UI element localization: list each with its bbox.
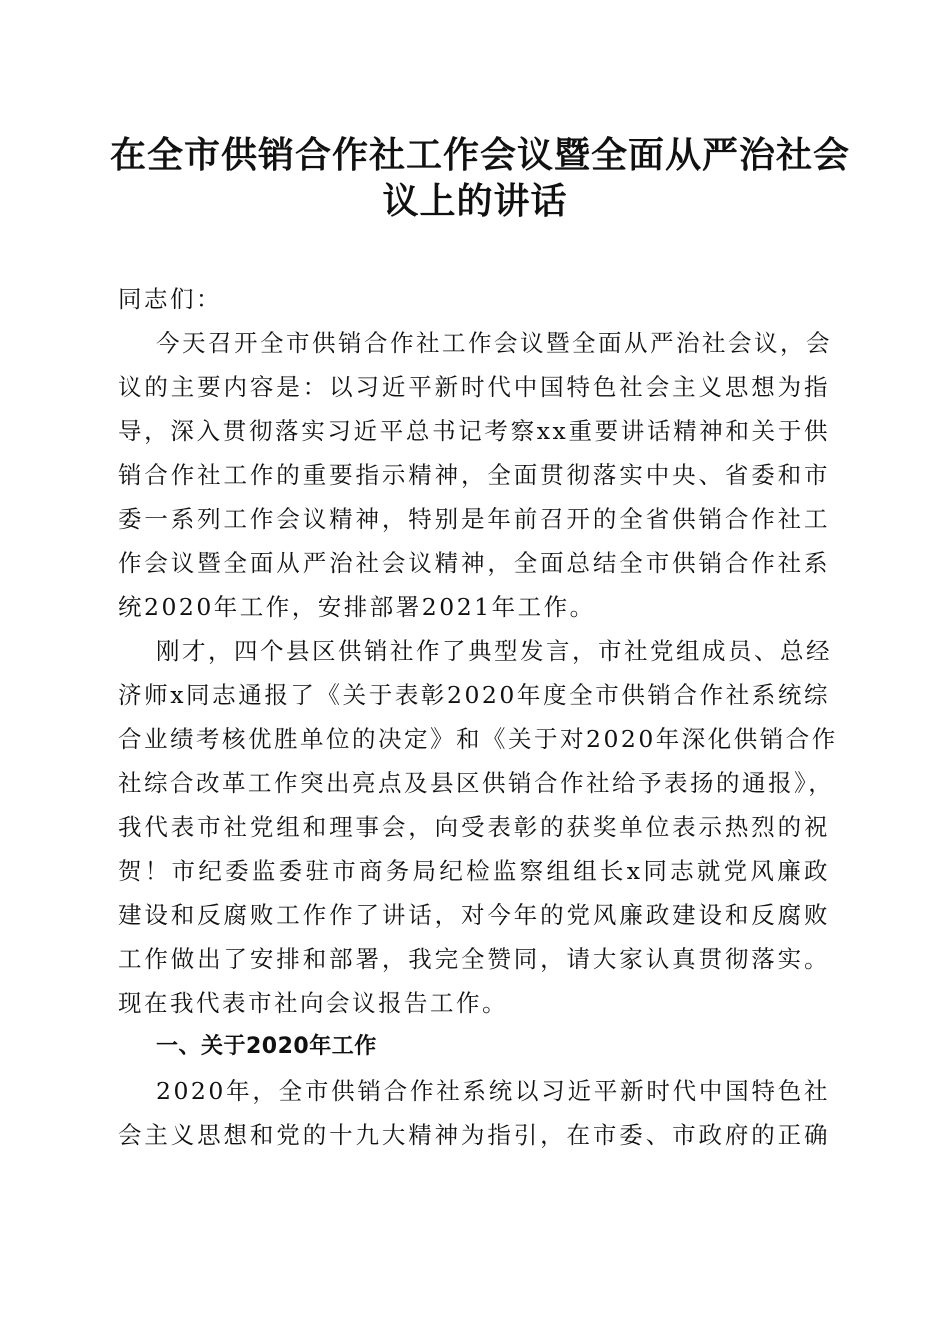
paragraph-line: 今天召开全市供销合作社工作会议暨全面从严治社会议，会	[156, 329, 832, 357]
paragraph-line: 现在我代表市社向会议报告工作。	[118, 989, 508, 1017]
paragraph-line: 工作做出了安排和部署，我完全赞同，请大家认真贯彻落实。	[118, 945, 830, 973]
paragraph-line: 议的主要内容是：以习近平新时代中国特色社会主义思想为指	[118, 373, 830, 401]
paragraph-line: 我代表市社党组和理事会，向受表彰的获奖单位表示热烈的祝	[118, 813, 830, 841]
paragraph-line: 刚才，四个县区供销社作了典型发言，市社党组成员、总经	[156, 637, 832, 665]
paragraph-commendation	[118, 629, 838, 1025]
paragraph-line: 导，深入贯彻落实习近平总书记考察xx重要讲话精神和关于供	[118, 417, 830, 445]
title-line: 在全市供销合作社工作会议暨全面从严治社会	[110, 134, 851, 176]
paragraph-line: 济师x同志通报了《关于表彰2020年度全市供销合作社系统综	[118, 681, 830, 709]
paragraph-line: 建设和反腐败工作作了讲话，对今年的党风廉政建设和反腐败	[118, 901, 830, 929]
paragraph-line: 委一系列工作会议精神，特别是年前召开的全省供销合作社工	[118, 505, 830, 533]
paragraph-line: 作会议暨全面从严治社会议精神，全面总结全市供销合作社系	[118, 549, 830, 577]
paragraph-2020-work	[118, 1069, 830, 1157]
document-body	[118, 277, 838, 1157]
paragraph-line: 统2020年工作，安排部署2021年工作。	[118, 593, 596, 621]
paragraph-line: 合业绩考核优胜单位的决定》和《关于对2020年深化供销合作	[118, 725, 838, 753]
paragraph-opening	[118, 321, 830, 629]
paragraph-line: 2020年，全市供销合作社系统以习近平新时代中国特色社	[156, 1077, 830, 1105]
paragraph-line: 会主义思想和党的十九大精神为指引，在市委、市政府的正确	[118, 1121, 830, 1149]
document-title	[110, 132, 851, 224]
paragraph-line: 贺！市纪委监委驻市商务局纪检监察组组长x同志就党风廉政	[118, 857, 830, 885]
paragraph-line: 销合作社工作的重要指示精神，全面贯彻落实中央、省委和市	[118, 461, 830, 489]
title-line: 议上的讲话	[382, 180, 568, 222]
salutation: 同志们：	[118, 285, 222, 313]
paragraph-line: 社综合改革工作突出亮点及县区供销合作社给予表扬的通报》，	[118, 769, 835, 797]
section-heading: 一、关于2020年工作	[156, 1034, 377, 1059]
